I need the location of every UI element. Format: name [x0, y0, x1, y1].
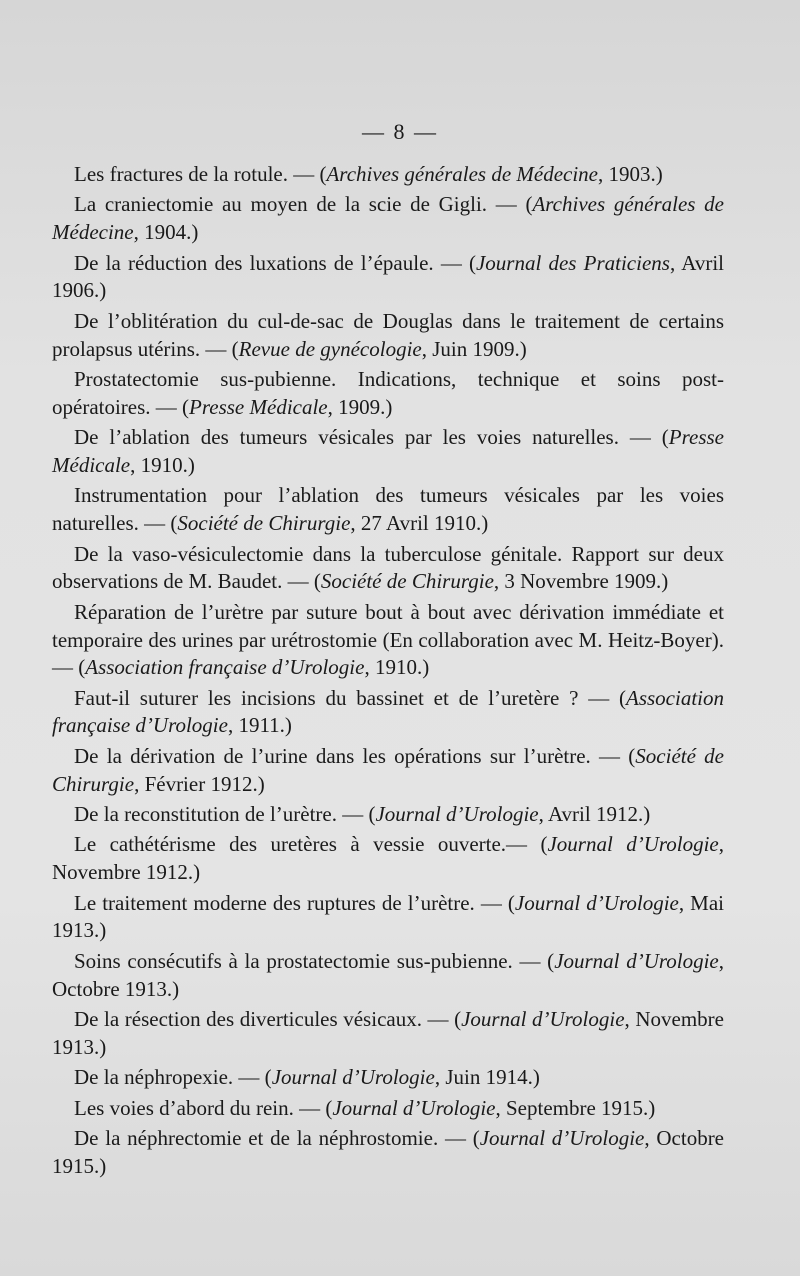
entry-title: De la dérivation de l’urine dans les opérations sur l’urètre. — ( — [74, 743, 636, 768]
entry-title: Réparation de l’urètre par suture bout à bout avec dérivation immédiate et temporaire des urines par urétrostomie (En collaboration avec M. Heitz-Boyer). — ( — [52, 599, 724, 680]
entry-detail: , Octobre 1915.) — [52, 1125, 725, 1178]
entry-title: De l’ablation des tumeurs vésicales par les voies naturelles. — ( — [74, 425, 669, 450]
entry-detail: , Novembre 1912.) — [52, 832, 725, 885]
bibliography-entry — [52, 366, 724, 422]
bibliography-list — [52, 161, 724, 1183]
entry-source: Journal d’Urologie — [375, 802, 539, 827]
entry-source: Journal d’Urologie — [514, 890, 679, 915]
entry-detail: , Juin 1909.) — [421, 336, 527, 361]
entry-source: Journal d’Urologie — [271, 1065, 435, 1090]
entry-source: Journal des Praticiens — [475, 250, 670, 275]
page-number: — 8 — — [362, 119, 438, 144]
entry-title: La craniectomie au moyen de la scie de Gigli. — ( — [74, 192, 533, 217]
entry-source: Journal d’Urologie — [479, 1125, 645, 1150]
entry-detail: , Février 1912.) — [134, 771, 265, 796]
bibliography-entry — [52, 250, 724, 306]
entry-title: De la vaso-vésiculectomie dans la tuberculose génitale. Rapport sur deux observations de M. Baudet. — ( — [52, 541, 724, 594]
bibliography-entry — [52, 424, 724, 480]
bibliography-entry — [52, 1006, 724, 1062]
entry-title: Les voies d’abord du rein. — ( — [74, 1095, 333, 1120]
entry-source: Journal d’Urologie — [332, 1095, 496, 1120]
entry-source: Société de Chirurgie — [320, 569, 494, 594]
bibliography-entry — [52, 948, 724, 1004]
entry-source: Journal d’Urologie — [461, 1007, 625, 1032]
entry-source: Journal d’Urologie — [547, 832, 719, 857]
entry-detail: , 1911.) — [227, 713, 292, 738]
entry-source: Association française d’Urologie — [85, 655, 365, 680]
bibliography-entry — [52, 161, 724, 189]
entry-source: Archives générales de Médecine — [52, 192, 724, 245]
entry-title: Le cathétérisme des uretères à vessie ouverte.— ( — [74, 832, 548, 857]
bibliography-entry — [52, 1095, 724, 1123]
entry-title: Instrumentation pour l’ablation des tumeurs vésicales par les voies naturelles. — ( — [52, 483, 724, 536]
entry-detail: , Mai 1913.) — [52, 890, 724, 943]
entry-detail: , 1910.) — [130, 452, 195, 477]
bibliography-entry — [52, 801, 724, 829]
bibliography-entry — [52, 1125, 724, 1181]
bibliography-entry — [52, 308, 724, 364]
entry-title: De l’oblitération du cul-de-sac de Douglas dans le traitement de certains prolapsus utérins. — ( — [52, 308, 724, 361]
entry-source: Presse Médicale — [189, 394, 328, 419]
entry-title: Prostatectomie sus-pubienne. Indications, technique et soins post-opératoires. — ( — [52, 366, 724, 419]
entry-detail: , 1904.) — [133, 220, 199, 245]
entry-detail: , Juin 1914.) — [434, 1065, 540, 1090]
entry-source: Journal d’Urologie — [554, 948, 719, 973]
entry-title: Faut-il suturer les incisions du bassinet et de l’uretère ? — ( — [74, 685, 626, 710]
entry-detail: , 27 Avril 1910.) — [350, 511, 489, 536]
entry-title: Le traitement moderne des ruptures de l’urètre. — ( — [74, 890, 515, 915]
entry-detail: , 1910.) — [364, 655, 430, 680]
entry-title: De la reconstitution de l’urètre. — ( — [74, 802, 376, 827]
entry-title: Les fractures de la rotule. — ( — [74, 162, 327, 186]
bibliography-entry — [52, 191, 724, 247]
bibliography-entry — [52, 685, 724, 741]
entry-detail: , Novembre 1913.) — [52, 1007, 724, 1059]
entry-source: Presse Médicale — [52, 425, 724, 477]
bibliography-entry — [52, 1064, 724, 1092]
entry-source: Association française d’Urologie — [52, 685, 724, 738]
bibliography-entry — [52, 890, 724, 946]
bibliography-entry — [52, 831, 724, 887]
entry-title: De la réduction des luxations de l’épaule. — ( — [74, 250, 476, 275]
entry-detail: , Avril 1912.) — [538, 802, 651, 827]
entry-source: Société de Chirurgie — [52, 743, 724, 796]
entry-detail: , Avril 1906.) — [52, 250, 724, 303]
entry-source: Société de Chirurgie — [177, 511, 351, 536]
entry-detail: , 1909.) — [327, 394, 393, 419]
entry-title: De la néphropexie. — ( — [74, 1065, 272, 1090]
entry-title: De la résection des diverticules vésicaux. — ( — [74, 1007, 462, 1032]
entry-detail: , Octobre 1913.) — [52, 948, 725, 1001]
entry-detail: , 1903.) — [598, 162, 663, 186]
bibliography-entry — [52, 541, 724, 597]
entry-detail: , 3 Novembre 1909.) — [493, 569, 669, 594]
entry-source: Revue de gynécologie — [238, 336, 422, 361]
bibliography-entry — [52, 482, 724, 538]
entry-source: Archives générales de Médecine — [326, 162, 598, 186]
entry-detail: , Septembre 1915.) — [495, 1095, 656, 1120]
bibliography-entry — [52, 599, 724, 682]
entry-title: De la néphrectomie et de la néphrostomie. — ( — [74, 1125, 480, 1150]
entry-title: Soins consécutifs à la prostatectomie sus-pubienne. — ( — [74, 948, 555, 973]
bibliography-entry — [52, 743, 724, 799]
